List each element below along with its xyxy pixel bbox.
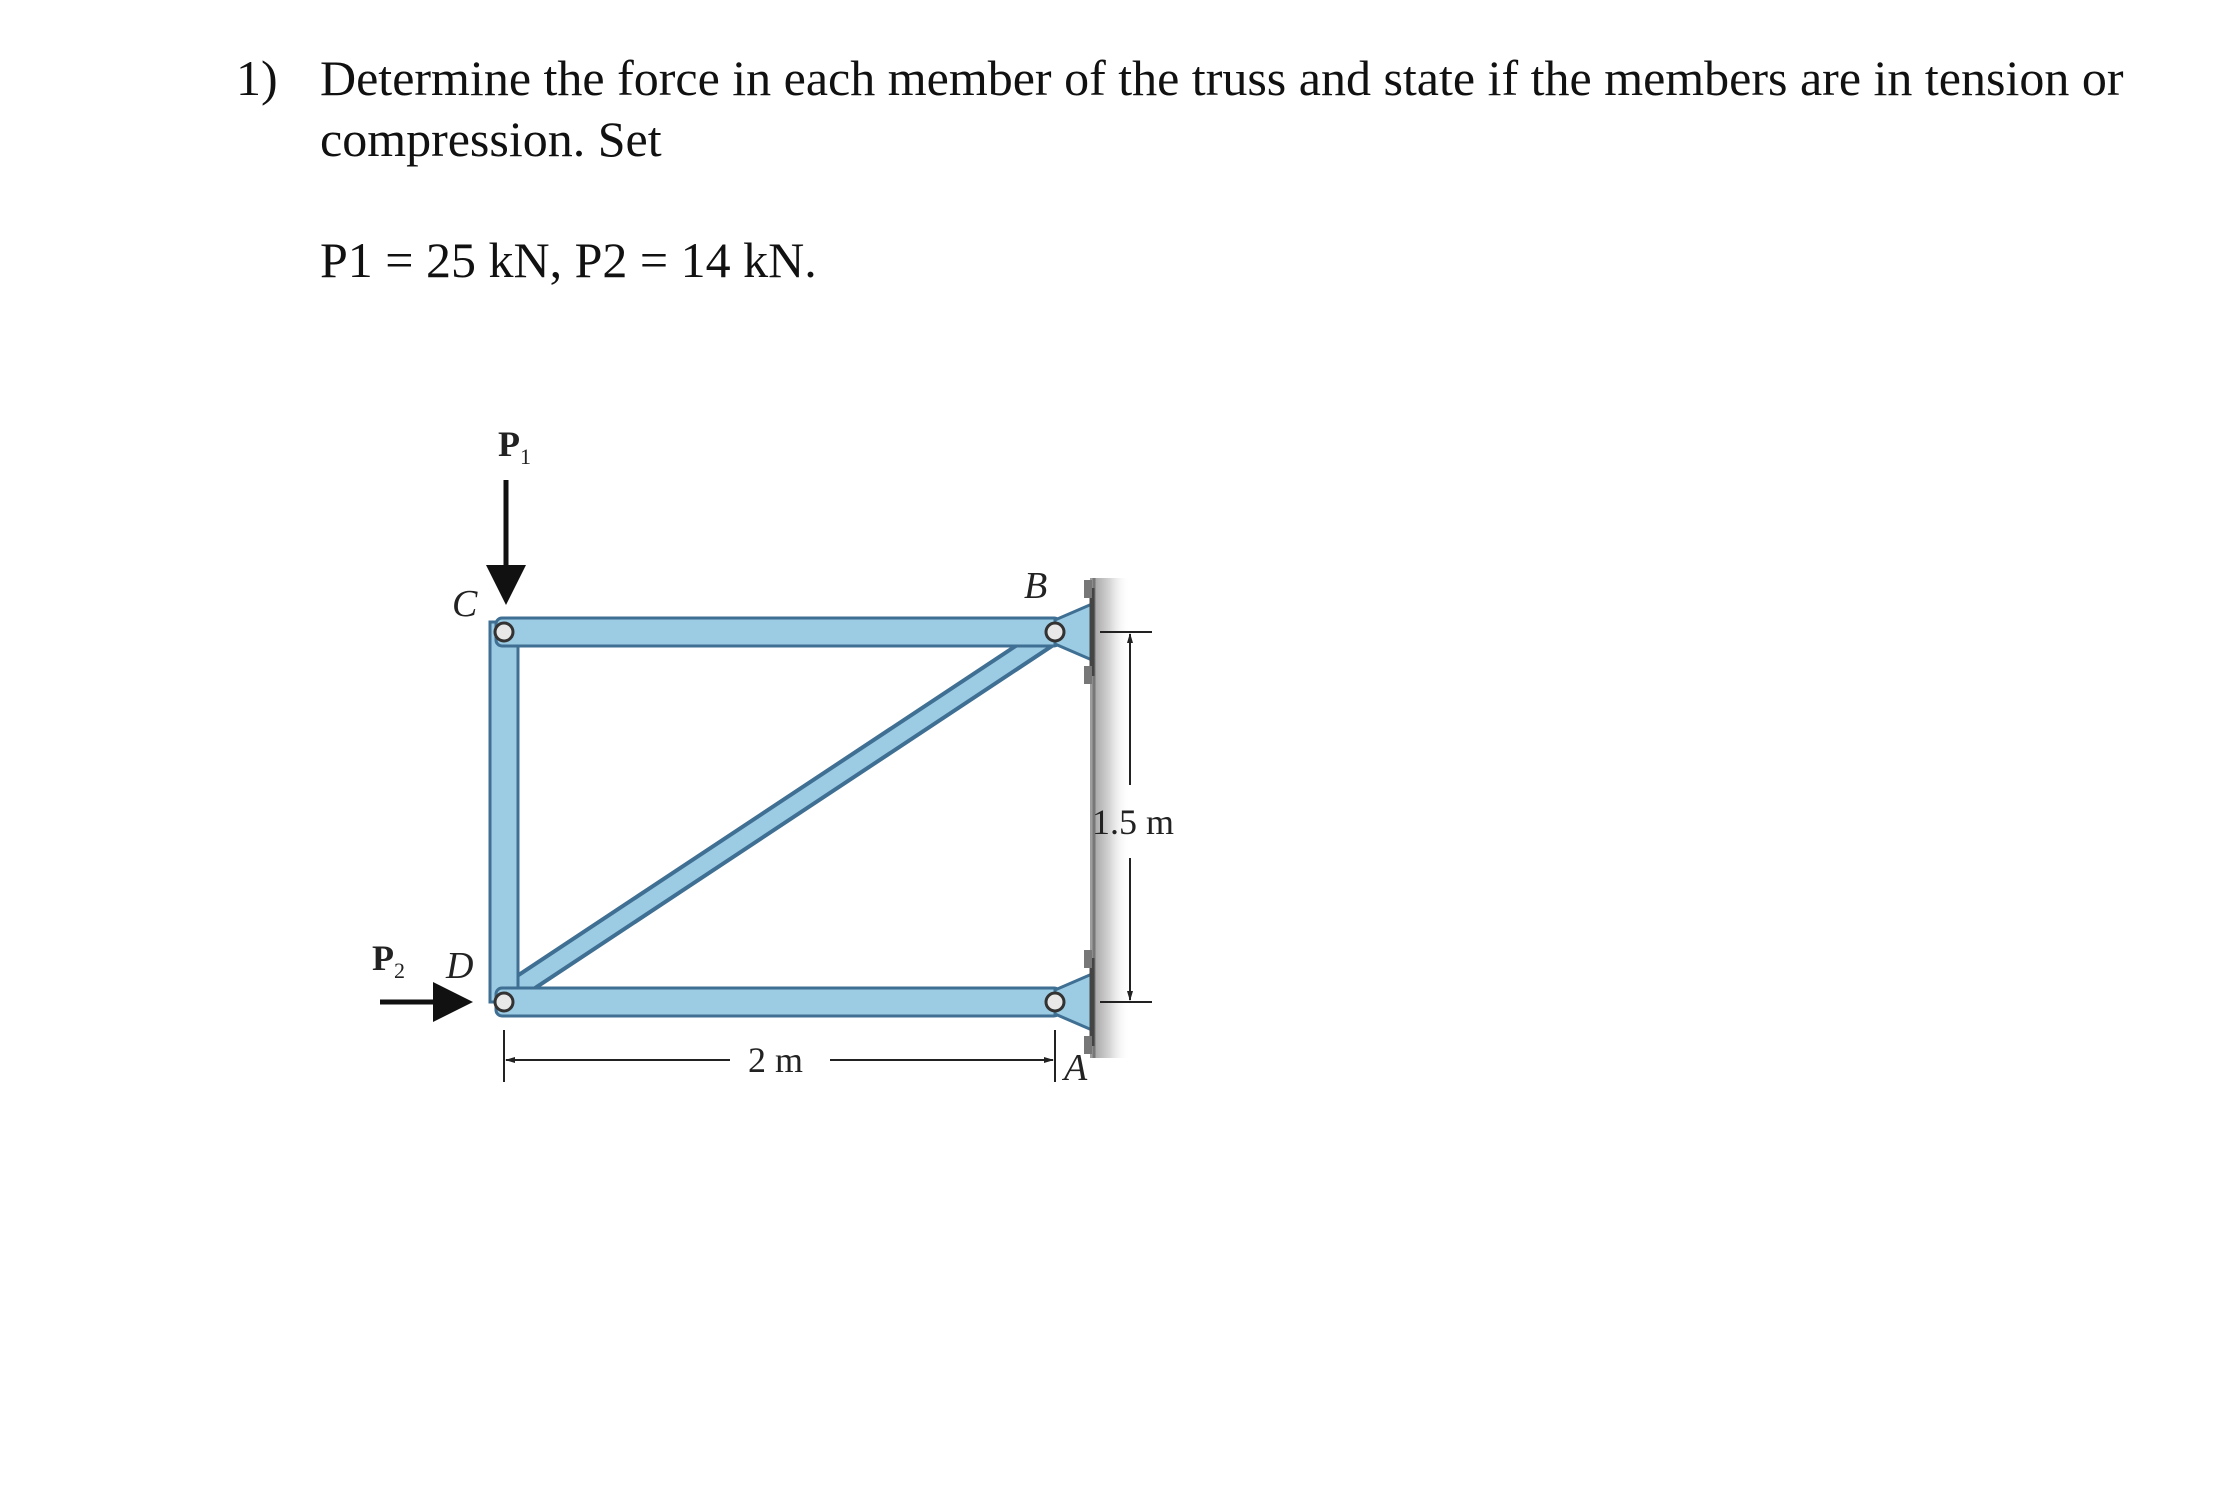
truss-members: [490, 618, 1060, 1016]
member-cd: [490, 622, 518, 1002]
member-da: [496, 988, 1060, 1016]
pin-d: [495, 993, 513, 1011]
label-p1: $P_1$: [498, 424, 531, 469]
label-joint-b: B: [1024, 565, 1048, 607]
problem-text: Determine the force in each member of the truss and state if the members are in tension or compression. Set: [320, 50, 2124, 167]
label-p2: $P_2$: [372, 938, 405, 983]
pin-c: [495, 623, 513, 641]
label-joint-c: C: [452, 583, 478, 625]
pin-b: [1046, 623, 1064, 641]
label-dim-2m: 2 m: [748, 1040, 804, 1080]
problem-number: 1): [236, 50, 278, 106]
pin-a: [1046, 993, 1064, 1011]
label-joint-d: D: [446, 945, 474, 987]
given-values: P1 = 25 kN, P2 = 14 kN.: [320, 232, 817, 288]
member-db: [514, 632, 1055, 990]
label-dim-1-5m: 1.5 m: [1092, 802, 1175, 842]
label-joint-a: A: [1064, 1047, 1088, 1089]
member-cb: [496, 618, 1060, 646]
